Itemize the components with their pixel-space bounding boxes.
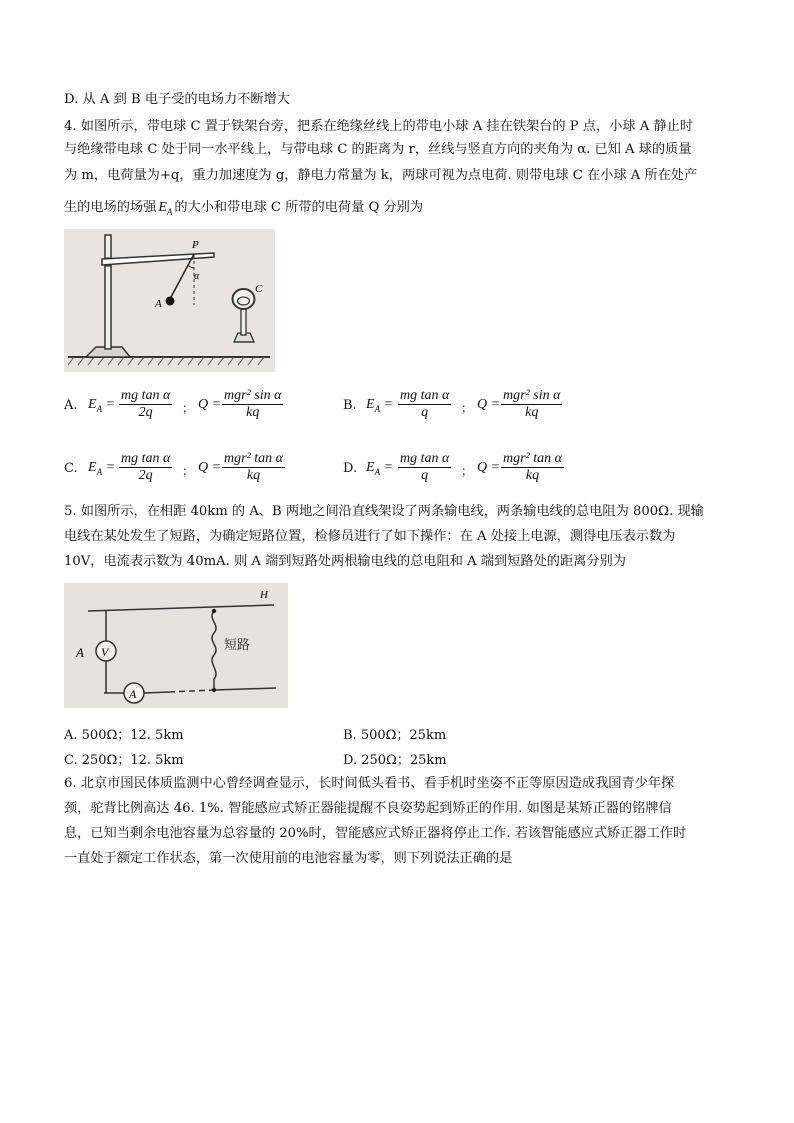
separator: ；	[461, 401, 474, 415]
fig1-label-p: P	[192, 239, 199, 251]
denominator: kq	[246, 405, 260, 420]
option-label: A.	[64, 398, 78, 413]
denominator: kq	[246, 468, 261, 483]
charge-fraction	[501, 388, 562, 421]
denominator: kq	[525, 468, 540, 483]
field-symbol: $E_A$ =	[88, 397, 116, 414]
fig2-ammeter-label: A	[129, 687, 137, 701]
question-4-text-line-3: 为 m，电荷量为+q，重力加速度为 g，静电力常量为 k，两球可视为点电荷. 则带电球 C 在小球 A 所在处产	[64, 168, 698, 183]
question-6-text-line-3: 息，已知当剩余电池容量为总容量的 20%时，智能感应式矫正器将停止工作. 若该智能感应式矫正器工作时	[64, 826, 687, 841]
numerator: mgr² tan α	[224, 451, 283, 466]
subscript: A	[96, 466, 103, 477]
symbol: Q	[198, 397, 209, 412]
question-4-text-line-2: 与绝缘带电球 C 处于同一水平线上，与带电球 C 的距离为 r，丝线与竖直方向的夹角为 α. 已知 A 球的质量	[64, 142, 692, 157]
question-4-text-line-1: 4. 如图所示，带电球 C 置于铁架台旁，把系在绝缘丝线上的带电小球 A 挂在铁架台的 P 点，小球 A 静止时	[64, 119, 694, 134]
denominator: q	[421, 468, 429, 483]
numerator: mg tan α	[121, 388, 171, 403]
fig1-label-c: C	[255, 283, 263, 295]
question-3-option-d: D. 从 A 到 B 电子受的电场力不断增大	[64, 92, 290, 107]
separator: ；	[461, 464, 474, 478]
charge-symbol: Q =	[477, 460, 501, 475]
fig2-short-circuit-label: 短路	[224, 638, 251, 653]
option-label: B.	[343, 398, 357, 413]
subscript: A	[374, 466, 381, 477]
field-fraction	[119, 451, 172, 484]
symbol: Q	[477, 460, 488, 475]
figure-iron-stand-pendulum	[64, 229, 275, 372]
field-symbol: $E_A$ =	[366, 397, 394, 414]
numerator: mg tan α	[121, 451, 171, 466]
symbol: E	[366, 397, 375, 412]
fig2-label-h: H	[260, 589, 268, 601]
numerator: mgr² sin α	[224, 388, 282, 403]
denominator: q	[421, 405, 429, 420]
figure-transmission-line-circuit	[64, 583, 288, 708]
charge-symbol: Q =	[477, 397, 501, 412]
option-label: D.	[343, 461, 358, 476]
field-symbol-subscript: A	[166, 206, 173, 217]
denominator: kq	[525, 405, 539, 420]
question-5-option-a[interactable]: A. 500Ω；12. 5km	[64, 728, 184, 743]
denominator: 2q	[138, 468, 153, 483]
denominator: 2q	[138, 405, 153, 420]
numerator: mg tan α	[400, 451, 450, 466]
question-5-option-c[interactable]: C. 250Ω；12. 5km	[64, 753, 184, 768]
question-5-text-line-2: 电线在某处发生了短路，为确定短路位置，检修员进行了如下操作：在 A 处接上电源，测得电压表示数为	[64, 529, 676, 544]
question-5-option-b[interactable]: B. 500Ω；25km	[343, 728, 447, 743]
option-label: C.	[64, 461, 78, 476]
charge-fraction	[501, 451, 564, 484]
symbol: E	[88, 460, 97, 475]
question-4-text-line-4	[64, 199, 423, 221]
field-symbol: $E_A$ =	[88, 460, 116, 477]
numerator: mgr² tan α	[503, 451, 562, 466]
charge-fraction	[222, 388, 283, 421]
question-5-option-d[interactable]: D. 250Ω；25km	[343, 753, 447, 768]
fig2-label-a: A	[76, 645, 84, 660]
fig1-label-alpha: α	[194, 271, 200, 282]
question-5-text-line-3: 10V，电流表示数为 40mA. 则 A 端到短路处两根输电线的总电阻和 A 端到短路处的距离分别为	[64, 554, 626, 569]
question-4-line-4-part-2: 的大小和带电球 C 所带的电荷量 Q 分别为	[174, 200, 424, 215]
field-fraction	[119, 388, 172, 421]
charge-symbol: Q =	[198, 460, 222, 475]
symbol: E	[366, 460, 375, 475]
numerator: mgr² sin α	[503, 388, 561, 403]
field-fraction	[398, 388, 451, 421]
symbol: Q	[477, 397, 488, 412]
symbol: E	[88, 397, 97, 412]
question-6-text-line-1: 6. 北京市国民体质监测中心曾经调查显示，长时间低头看书、看手机时坐姿不正等原因造成我国青少年探	[64, 776, 675, 791]
fig1-label-a: A	[155, 298, 162, 310]
question-5-text-line-1: 5. 如图所示，在相距 40km 的 A、B 两地之间沿直线架设了两条输电线，两条输电线的总电阻为 800Ω. 现输	[64, 504, 704, 519]
charge-fraction	[222, 451, 285, 484]
question-4-line-4-part-1: 生的电场的场强	[64, 200, 157, 215]
subscript: A	[374, 403, 381, 414]
subscript: A	[96, 403, 103, 414]
symbol: Q	[198, 460, 209, 475]
charge-symbol: Q =	[198, 397, 222, 412]
numerator: mg tan α	[400, 388, 450, 403]
field-symbol-letter: E	[158, 200, 167, 215]
question-6-text-line-4: 一直处于额定工作状态，第一次使用前的电池容量为零，则下列说法正确的是	[64, 851, 513, 866]
field-symbol: $E_A$ =	[366, 460, 394, 477]
fig2-voltmeter-label: V	[101, 645, 109, 659]
question-6-text-line-2: 颈，驼背比例高达 46. 1%. 智能感应式矫正器能提醒不良姿势起到矫正的作用. 如图是某矫正器的铭牌信	[64, 801, 672, 816]
field-fraction	[398, 451, 451, 484]
separator: ；	[182, 464, 195, 478]
field-symbol	[158, 200, 172, 215]
separator: ；	[182, 401, 195, 415]
